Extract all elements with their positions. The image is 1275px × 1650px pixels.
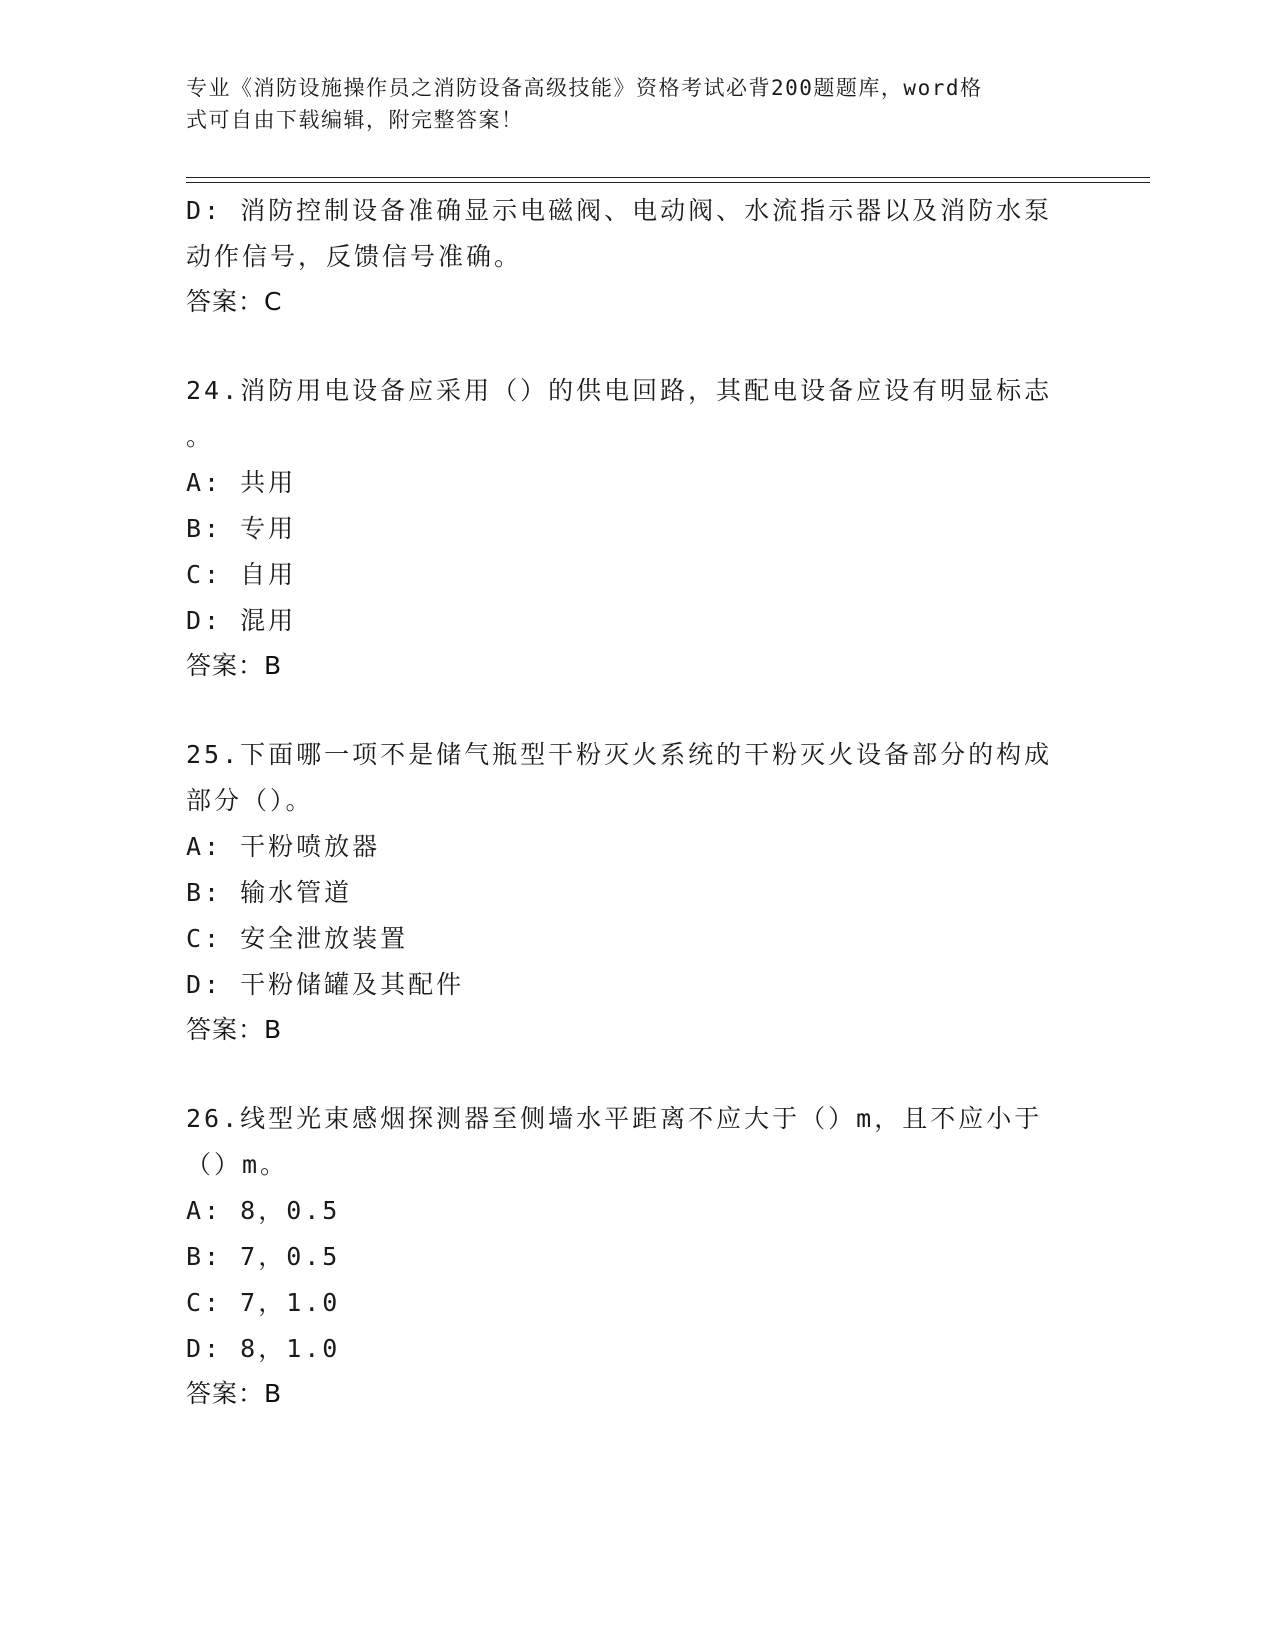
option-b: B: 7，0.5 — [186, 1242, 341, 1271]
option-d: D: 混用 — [186, 606, 297, 635]
option-c: C: 自用 — [186, 560, 297, 589]
previous-question-tail — [186, 188, 1106, 324]
option-c: C: 7，1.0 — [186, 1288, 341, 1317]
option-d-continued: 动作信号，反馈信号准确。 — [186, 242, 523, 271]
option-b: B: 输水管道 — [186, 878, 353, 907]
option-c: C: 安全泄放装置 — [186, 924, 409, 953]
option-a: A: 干粉喷放器 — [186, 832, 381, 861]
answer-line: 答案：B — [186, 1015, 283, 1044]
option-d: D: 干粉储罐及其配件 — [186, 970, 465, 999]
question-stem — [186, 1096, 1106, 1188]
option-b: B: 专用 — [186, 514, 297, 543]
answer-line: 答案：C — [186, 287, 283, 316]
stem-line: 26.线型光束感烟探测器至侧墙水平距离不应大于（）m，且不应小于 — [186, 1104, 1043, 1133]
question-stem — [186, 732, 1106, 824]
stem-line: 24.消防用电设备应采用（）的供电回路，其配电设备应设有明显标志 — [186, 376, 1053, 405]
header-divider-top — [186, 177, 1150, 178]
header-line-2: 式可自由下载编辑，附完整答案！ — [186, 108, 524, 132]
header-line-1: 专业《消防设施操作员之消防设备高级技能》资格考试必背200题题库，word格 — [186, 76, 983, 100]
option-d: D: 8，1.0 — [186, 1334, 341, 1363]
stem-line: 。 — [186, 422, 215, 451]
option-a: A: 共用 — [186, 468, 297, 497]
page-header — [186, 72, 1066, 136]
stem-line: 25.下面哪一项不是储气瓶型干粉灭火系统的干粉灭火设备部分的构成 — [186, 740, 1053, 769]
question-26 — [186, 1096, 1106, 1416]
answer-line: 答案：B — [186, 1379, 283, 1408]
question-25 — [186, 732, 1106, 1052]
question-content — [186, 188, 1106, 1416]
stem-line: 部分（）。 — [186, 786, 314, 815]
stem-line: （）m。 — [186, 1150, 289, 1179]
question-stem — [186, 368, 1106, 460]
question-24 — [186, 368, 1106, 688]
header-divider-bottom — [186, 182, 1150, 183]
option-d: D: 消防控制设备准确显示电磁阀、电动阀、水流指示器以及消防水泵 — [186, 196, 1053, 225]
answer-line: 答案：B — [186, 651, 283, 680]
option-a: A: 8，0.5 — [186, 1196, 341, 1225]
